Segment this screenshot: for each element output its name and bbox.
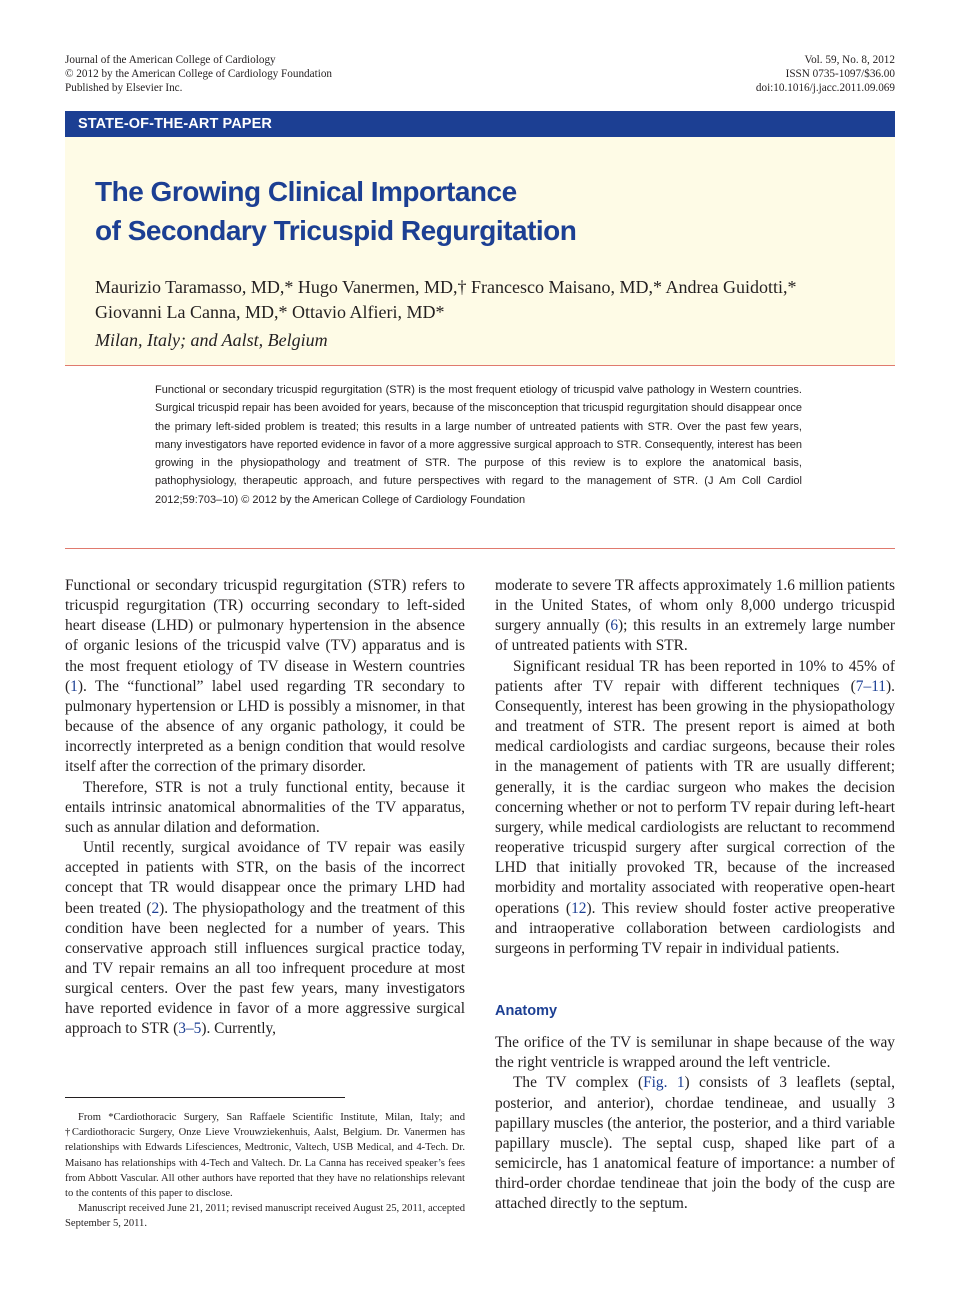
article-type-band — [65, 111, 895, 137]
reference-link[interactable]: 3–5 — [178, 1020, 202, 1038]
publisher-line: Published by Elsevier Inc. — [65, 82, 183, 95]
article-title — [95, 172, 795, 250]
article-type-label: STATE-OF-THE-ART PAPER — [78, 116, 272, 132]
left-column — [65, 576, 465, 1040]
title-line-1: The Growing Clinical Importance — [95, 176, 517, 207]
body-paragraph: Functional or secondary tricuspid regurgitation (STR) refers to tricuspid regurgitation (TR) occurring secondary to left-sided heart disease (LHD) or pulmonary hypertension in the absence of organic lesions of the tricuspid valve (TV) apparatus and is the most frequent etiology of TV disease in Western countries (1). The “functional” label used regarding TR secondary to pulmonary hypertension or LHD is possibly a misnomer, in that because of the absence of any organic pathology, it could be incorrectly interpreted as a benign condition that would resolve itself after the correction of the primary disorder. — [65, 577, 465, 776]
author-line-2: Giovanni La Canna, MD,* Ottavio Alfieri, MD* — [95, 302, 445, 322]
issn-line: ISSN 0735-1097/$36.00 — [785, 68, 895, 81]
doi-line: doi:10.1016/j.jacc.2011.09.069 — [755, 82, 895, 95]
journal-header-right — [756, 53, 895, 96]
reference-link[interactable]: 1 — [70, 677, 78, 695]
reference-link[interactable]: 2 — [151, 899, 160, 917]
body-paragraph: Until recently, surgical avoidance of TV repair was easily accepted in patients with STR, on the basis of the incorrect concept that TR would disappear once the primary LHD had been treated (2). The physiopathology and the treatment of this condition have been neglected for a number of years. This conservative approach still influences surgical practice today, and TV repair remains an all too infrequent procedure at most surgical centers. Over the past few years, many investigators have reported evidence in favor of a more aggressive surgical approach to STR (3–5). Currently, — [65, 839, 465, 1038]
journal-name: Journal of the American College of Cardiology — [65, 54, 276, 66]
body-paragraph: Significant residual TR has been reported in 10% to 45% of patients after TV repair with different techniques (7–11). Consequently, interest has been growing in the physiopathology and treatment of STR. The present report is aimed at both medical cardiologists and cardiac surgeons, because their roles in the management of patients with TR are usually different; generally, it is the cardiac surgeon who makes the decision concerning whether or not to perform TV repair during left-heart surgery, while medical cardiologists are reluctant to recommend reoperative tricuspid surgery after surgical correction of the LHD that initially provoked TR, because of the increased morbidity and mortality associated with reoperative open-heart operations (12). This review should foster active preoperative and intraoperative collaboration between cardiologists and surgeons in performing TV repair in individual patients. — [495, 657, 895, 957]
author-line-1: Maurizio Taramasso, MD,* Hugo Vanermen, MD,† Francesco Maisano, MD,* Andrea Guidotti,* — [95, 277, 797, 297]
abstract-bottom-rule — [65, 548, 895, 549]
abstract-top-rule — [65, 365, 895, 366]
footnote-rule — [65, 1097, 345, 1098]
body-paragraph: moderate to severe TR affects approximately 1.6 million patients in the United States, of whom only 8,000 undergo tricuspid surgery annually (6); this results in an extremely large number of untreated patients with STR. — [495, 577, 895, 655]
right-column — [495, 576, 895, 1215]
section-heading-anatomy: Anatomy — [495, 1002, 558, 1019]
figure-link[interactable]: Fig. 1 — [643, 1074, 685, 1092]
body-paragraph: The orifice of the TV is semilunar in shape because of the way the right ventricle is wrapped around the left ventricle. — [495, 1034, 895, 1072]
title-line-2: of Secondary Tricuspid Regurgitation — [95, 215, 577, 246]
copyright-line: © 2012 by the American College of Cardiology Foundation — [65, 68, 333, 81]
body-paragraph: Therefore, STR is not a truly functional entity, because it entails intrinsic anatomical abnormalities of the TV apparatus, such as annular dilation and deformation. — [65, 778, 465, 836]
reference-link[interactable]: 7–11 — [855, 677, 887, 695]
footnote — [65, 1110, 465, 1232]
author-list — [95, 275, 885, 325]
body-paragraph: The TV complex (Fig. 1) consists of 3 leaflets (septal, posterior, and anterior), chordae tendineae, and usually 3 papillary muscles (the anterior, the posterior, and a third variable papillary muscle). The septal cusp, shaped like part of a semicircle, has 1 anatomical feature of importance: a number of third-order chordae tendineae that join the body of the cusp are attached directly to the septum. — [495, 1074, 895, 1213]
footnote-manuscript-dates: Manuscript received June 21, 2011; revised manuscript received August 25, 2011, accepted September 5, 2011. — [65, 1203, 465, 1230]
reference-link[interactable]: 6 — [610, 617, 619, 635]
volume-line: Vol. 59, No. 8, 2012 — [804, 54, 895, 66]
footnote-affiliations: From *Cardiothoracic Surgery, San Raffaele Scientific Institute, Milan, Italy; and †Cardiothoracic Surgery, Onze Lieve Vrouwziekenhuis, Aalst, Belgium. Dr. Vanermen has relationships with Edwards Lifesciences, Medtronic, Valtech, USB Medical, and 4-Tech. Dr. Maisano has relationships with 4-Tech and Valtech. Dr. La Canna has received speaker’s fees from Abbott Vascular. All other authors have reported that they have no relationships relevant to the contents of this paper to disclose. — [65, 1112, 465, 1200]
reference-link[interactable]: 12 — [571, 899, 587, 917]
affiliation: Milan, Italy; and Aalst, Belgium — [95, 330, 328, 350]
abstract: Functional or secondary tricuspid regurgitation (STR) is the most frequent etiology of tricuspid valve pathology in Western countries. Surgical tricuspid repair has been avoided for years, because of the misconception that tricuspid regurgitation should disappear once the primary left-sided problem is treated; this results in a large number of untreated patients with STR. Over the past few years, many investigators have reported evidence in favor of a more aggressive surgical approach to STR. Consequently, interest has been growing in the physiopathology and treatment of STR. The purpose of this review is to explore the anatomical basis, pathophysiology, therapeutic approach, and future perspectives with regard to the management of STR. (J Am Coll Cardiol 2012;59:703–10) © 2012 by the American College of Cardiology Foundation — [155, 384, 802, 506]
journal-header-left — [65, 53, 332, 96]
